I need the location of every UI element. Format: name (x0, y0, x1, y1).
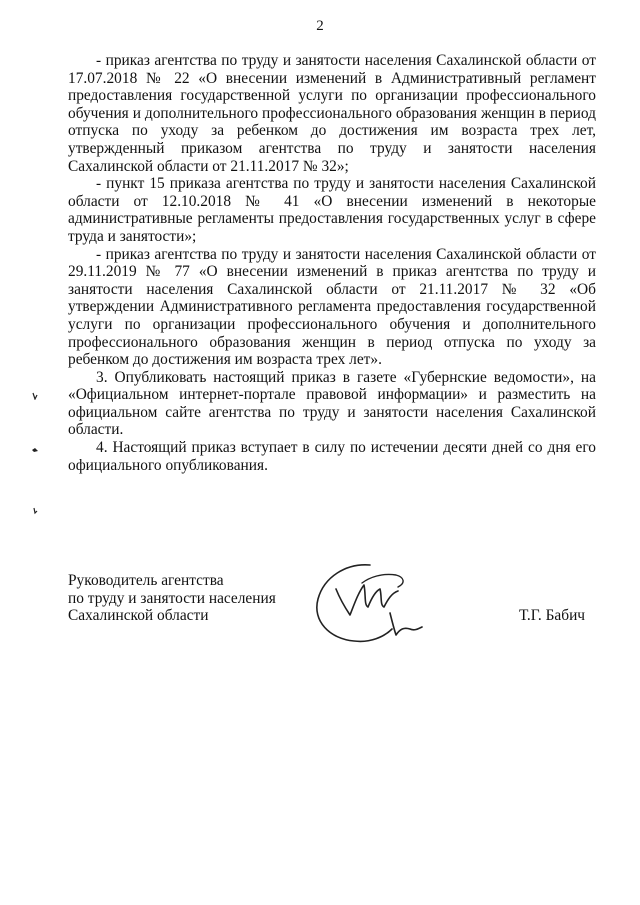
paragraph-order-2018-41: - пункт 15 приказа агентства по труду и занятости населения Сахалинской области от 12.10.2018 № 41 «О внесении изменений в некоторые административные регламенты предоставления государственных услуг в сфере труда и занятости»; (68, 175, 596, 245)
paragraph-item-3-publication: 3. Опубликовать настоящий приказ в газете «Губернские ведомости», на «Официальном интернет-портале правовой информации» и разместить на официальном сайте агентства по труду и занятости населения Сахалинской области. (68, 368, 596, 439)
signatory-title-line: Сахалинской области (68, 607, 209, 625)
paragraph-order-2018-22: - приказ агентства по труду и занятости населения Сахалинской области от 17.07.2018 № 22 «О внесении изменений в Административный регламент предоставления государственной услуги по организации профессионального обучения и дополнительного профессионального образования женщин в период отпуска по уходу за ребенком до достижения им возраста трех лет, утвержденный приказом агентства по труду и занятости населения Сахалинской области от 21.11.2017 № 32»; (68, 52, 596, 175)
signatory-title-line: Руководитель агентства (68, 572, 224, 589)
paragraph-item-4-effective-date: 4. Настоящий приказ вступает в силу по истечении десяти дней со дня его официального опубликования. (68, 439, 596, 474)
page-number: 2 (316, 18, 324, 34)
signatory-name: Т.Г. Бабич (519, 607, 586, 624)
handwritten-signature-icon (306, 555, 426, 655)
document-body (68, 52, 596, 474)
paragraph-order-2019-77: - приказ агентства по труду и занятости населения Сахалинской области от 29.11.2019 № 77 «О внесении изменений в приказ агентства по труду и занятости населения Сахалинской области от 21.11.2017 № 32 «Об утверждении Административного регламента предоставления государственной услуги по организации профессионального обучения и дополнительного профессионального образования женщин в период отпуска по уходу за ребенком до достижения им возраста трех лет». (68, 245, 596, 369)
signatory-title-line: по труду и занятости населения (68, 589, 276, 607)
signatory-title (68, 572, 276, 625)
margin-mark (31, 392, 39, 400)
margin-mark (31, 507, 39, 515)
margin-mark (31, 446, 39, 454)
